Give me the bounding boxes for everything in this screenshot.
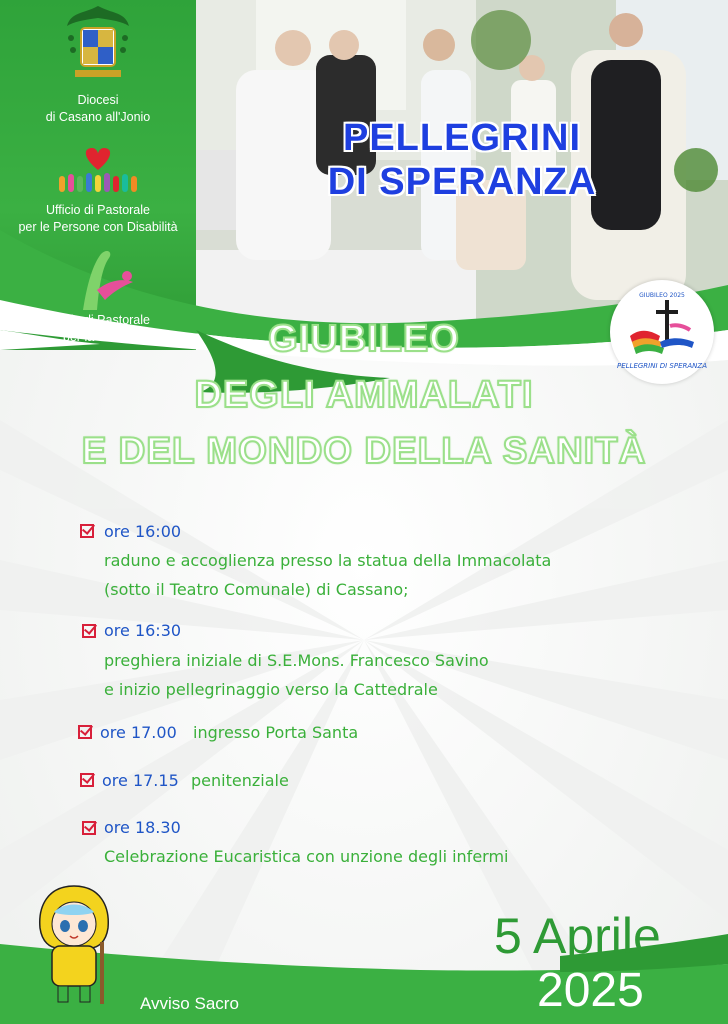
checkbox-icon xyxy=(78,725,92,739)
diocese-logo xyxy=(0,4,196,126)
schedule-desc: Celebrazione Eucaristica con unzione degli infermi xyxy=(104,847,509,866)
mascot-illustration xyxy=(28,882,120,1008)
event-date-day: 5 Aprile xyxy=(494,908,661,964)
checkbox-icon xyxy=(82,624,96,638)
disability-line2: per le Persone con Disabilità xyxy=(18,220,178,234)
schedule-time: ore 17.00 xyxy=(100,723,177,742)
title-line1: GIUBILEO xyxy=(268,318,460,360)
diocese-line2: di Casano all'Jonio xyxy=(45,110,151,124)
schedule-desc: raduno e accoglienza presso la statua della Immacolata xyxy=(104,551,552,570)
title-line3: E DEL MONDO DELLA SANITÀ xyxy=(81,430,647,471)
schedule-desc: (sotto il Teatro Comunale) di Cassano; xyxy=(104,580,409,599)
heart-people-icon xyxy=(53,146,143,194)
headline-line2: DI SPERANZA xyxy=(327,161,597,203)
headline xyxy=(196,116,728,204)
checkbox-icon xyxy=(82,821,96,835)
jubilee-logo-ring-text: PELLEGRINI DI SPERANZA xyxy=(617,362,707,370)
schedule-time: ore 17.15 xyxy=(102,771,179,790)
disability-line1: Ufficio di Pastorale xyxy=(46,203,150,217)
schedule-desc: penitenziale xyxy=(191,771,289,790)
health-line1: Ufficio di Pastorale xyxy=(46,313,150,327)
schedule-desc: preghiera iniziale di S.E.Mons. Francesco Savino xyxy=(104,651,489,670)
health-line2: per la Salute xyxy=(62,330,134,344)
schedule-desc: e inizio pellegrinaggio verso la Cattedrale xyxy=(104,680,438,699)
schedule-time: ore 16:30 xyxy=(104,621,182,640)
title-line2: DEGLI AMMALATI xyxy=(194,374,534,416)
health-ribbon-icon xyxy=(53,244,143,314)
diocese-line1: Diocesi xyxy=(77,93,119,107)
disability-office-logo xyxy=(0,146,196,236)
schedule-time: ore 18.30 xyxy=(104,818,181,837)
schedule-time: ore 16:00 xyxy=(104,522,182,541)
headline-line1: PELLEGRINI xyxy=(342,117,582,159)
schedule-desc: ingresso Porta Santa xyxy=(193,723,359,742)
event-date-year: 2025 xyxy=(537,964,644,1017)
diocese-crest-icon xyxy=(63,4,133,82)
checkbox-icon xyxy=(80,773,94,787)
footer-label: Avviso Sacro xyxy=(140,994,239,1013)
checkbox-icon xyxy=(80,524,94,538)
jubilee-logo-top-text: GIUBILEO 2025 xyxy=(639,292,685,299)
